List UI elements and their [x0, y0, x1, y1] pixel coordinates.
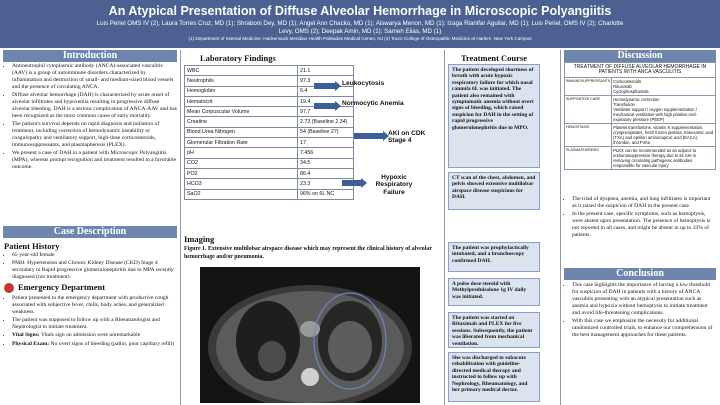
- treatment-table-key: IMMUNOSUPPRESSANTS: [565, 78, 612, 96]
- treatment-step: The patient developed shortness of breath with acute hypoxic respiratory failure for which nasal cannula 6L was initiated. The patient also remained with symptomatic anemia without overt signs of bleeding, which raised suspicion for DAH in the setting of rapid progressive glomerulonephritis due to MPO.: [448, 64, 540, 168]
- lab-name: Mean Corpuscular Volume: [185, 107, 298, 117]
- treatment-table-key: HEMOSTASIS: [565, 124, 612, 147]
- treatment-table-value: Corticosteroids Rituximab Cyclophosphamide: [612, 78, 716, 96]
- imaging-caption: Figure 1. Extensive multilobar airspace disease which may represent the clinical history of alveolar hemorrhage and/or pneumonia.: [184, 246, 432, 260]
- hypoxic-respiratory-failure-callout: Hypoxic Respiratory Failure: [375, 174, 413, 196]
- chest-ct-image: [200, 267, 420, 403]
- treatment-table-key: PLASMAPHERESIS: [565, 147, 612, 170]
- aki-ckd-callout: AKI on CDK Stage 4: [388, 130, 426, 145]
- lab-value: 97.7: [298, 107, 354, 117]
- case-description-body: [4, 240, 177, 349]
- lab-row: [185, 66, 354, 76]
- lab-row: [185, 189, 354, 199]
- conclusion-bullet: • With this case we emphasize the necessity for additional randomized controlled trials, to enhance our comprehension of the best management approaches for these patients.: [572, 318, 716, 339]
- discussion-bullet: • In the present case, specific symptoms, such as hemoptysis, were absent upon presentation. The presence of hemoptysis is not reported in all cases, and might be absent in up to 33% of patients.: [572, 211, 716, 239]
- ct-scan-drawing: [200, 267, 420, 403]
- treatment-table-value: PLEX can be recommended as an adjunct to immunosuppressive therapy due to its role in removing circulating pathogenic antibodies responsible for vascular injury: [612, 147, 716, 170]
- leukocytosis-callout: Leukocytosis: [342, 80, 385, 87]
- lab-value: 21.1: [298, 66, 354, 76]
- imaging-heading: Imaging: [184, 234, 215, 244]
- column-divider: [180, 50, 181, 405]
- emergency-department-heading: Emergency Department: [4, 283, 177, 293]
- history-bullet: • 65-year-old female: [12, 252, 177, 259]
- intro-bullet: • Antineutrophil cytoplasmic antibody (ANCA)-associated vasculitis (AAV) is a group of autoimmune disorders characterized by inflammation and destruction of small- and medium-sized blood vessels and the presence of circulating ANCA.: [12, 63, 177, 91]
- lab-name: HCO3: [185, 179, 298, 189]
- conclusion-banner: Conclusion: [564, 268, 716, 280]
- lab-name: Hematocrit: [185, 96, 298, 106]
- lab-value: 23.3: [298, 179, 354, 189]
- lab-row: [185, 158, 354, 168]
- treatment-table-value: Platelet transfusions, vitamin K supplementation, cryoprecipitates, fresh frozen plasma, tranexamic acid (TXA) and epsilon aminocaproic acid (EACA), thrombin, and FVIIa: [612, 124, 716, 147]
- treatment-step: She was discharged to subacute rehabilitation with guideline-directed medical therapy and instructed to follow up with Nephrology, Rheumatology, and her primary medical doctor.: [448, 352, 540, 402]
- treatment-table-key: SUPPORTIVE CARE: [565, 96, 612, 124]
- lab-value: 34.5: [298, 158, 354, 168]
- treatment-step: CT scan of the chest, abdomen, and pelvis showed extensive multilobar airspace disease suspicious for DAH.: [448, 172, 540, 210]
- treatment-table-title: TREATMENT OF DIFFUSE ALVEOLAR HEMORRHAGE IN PATIENTS WITH ANCA VASCULITIS: [565, 63, 716, 78]
- lab-row: [185, 168, 354, 178]
- discussion-banner: Discussion: [564, 50, 716, 62]
- ed-bullet: • Patient presented to the emergency department with productive cough associated with subjective fever, chills, body aches, and generalized weakness.: [12, 295, 177, 316]
- laboratory-findings-heading: Laboratory Findings: [200, 53, 276, 63]
- lab-row: [185, 138, 354, 148]
- poster-title: An Atypical Presentation of Diffuse Alveolar Hemorrhage in Microscopic Polyangiitis: [108, 4, 612, 18]
- lab-name: Glomerular Filtration Rate: [185, 138, 298, 148]
- lab-row: [185, 148, 354, 158]
- treatment-step: The patient was started on Rituximab and PLEX for five sessions. Subsequently, the patient was liberated from mechanical ventilation.: [448, 312, 540, 348]
- lab-row: [185, 127, 354, 137]
- treatment-step: The patient was prophylactically intubated, and a bronchoscopy confirmed DAH.: [448, 242, 540, 272]
- lab-row: [185, 117, 354, 127]
- callout-arrow: [314, 103, 336, 109]
- author-list: Luis Periel OMS IV (2), Laura Torres Cruz, MD (1); Shraboni Dey, MD (1); Angel Ann Chacko, MD (1); Aiswarya Menon, MD (1); Izaga Rianifar Aguilar, MD (1); Luis Periel, OMS IV (2); Charlotte Levy, OMS (2); Deepak Amin, MD (1); Sameh Elias, MD (1): [96, 20, 624, 35]
- poster-header: [0, 0, 720, 48]
- lab-value: 7.456: [298, 148, 354, 158]
- case-description-banner: Case Description: [3, 226, 177, 238]
- ambulance-icon: [4, 283, 14, 293]
- lab-value: 19.4: [298, 96, 354, 106]
- lab-name: PO2: [185, 168, 298, 178]
- lab-value: 96% on 6L NC: [298, 189, 354, 199]
- ed-bullet: • Physical Exam: No overt signs of bleeding (pallor, poor capillary refill): [12, 341, 177, 348]
- lab-value: 17: [298, 138, 354, 148]
- intro-bullet: • Diffuse alveolar hemorrhage (DAH) is characterized by acute onset of alveolar infiltrates and hypoxemia resulting in progressive diffuse alveolar bleeding. DAH is a serious complication of ANCA-AAV and has been recognized as the most common cause of early mortality.: [12, 92, 177, 120]
- lab-value: 6.4: [298, 86, 354, 96]
- intro-bullet: • The patient's survival depends on rapid diagnosis and initiation of treatment, including correction of hemodynamic instability or coagulopathy and ventilatory support, high-dose corticosteroids, immunosuppressants, and plasmapheresis (PLEX).: [12, 121, 177, 149]
- ed-bullet: • Vital Signs: Vitals sign on admission were unremarkable: [12, 332, 177, 339]
- conclusion-body: [564, 282, 716, 340]
- lab-value: 54 (Baseline 27): [298, 127, 354, 137]
- ed-bullet: • The patient was supposed to follow up with a Rheumatologist and Nephrologist to initiate treatment.: [12, 317, 177, 331]
- intro-bullet: • We present a case of DAH in a patient with Microscopic Polyangiitis (MPA), whereas prompt recognition and treatment resulted in a favorable outcome.: [12, 150, 177, 171]
- lab-name: CO2: [185, 158, 298, 168]
- treatment-summary-table: [564, 62, 716, 170]
- lab-name: WBC: [185, 66, 298, 76]
- callout-arrow: [342, 180, 362, 186]
- treatment-course-heading: Treatment Course: [460, 53, 528, 63]
- lab-value: 86.4: [298, 168, 354, 178]
- conclusion-bullet: • This case highlights the importance of having a low threshold for suspicion of DAH in patients with a history of ANCA vasculitis presenting with an atypical presentation such as anemia and hypoxia without hemoptysis to initiate treatment and avoid life-threatening complications.: [572, 282, 716, 317]
- lab-name: Neutrophils: [185, 76, 298, 86]
- affiliations: (1) Department of Internal Medicine, Hackensack Meridian Health Palisades Medical Center, NJ (2) Touro College of Osteopathic Medicine at Harlem, New York Campus: [188, 36, 532, 41]
- lab-row: [185, 179, 354, 189]
- lab-name: SaO2: [185, 189, 298, 199]
- lab-value: 97.3: [298, 76, 354, 86]
- normocytic-anemia-callout: Normocytic Anemia: [342, 100, 404, 107]
- discussion-body: [564, 196, 716, 240]
- lab-value: 2.73 (Baseline 2.34): [298, 117, 354, 127]
- discussion-bullet: • The triad of dyspnea, anemia, and lung infiltrates is important as it raised the suspicion of DAH in the present case.: [572, 196, 716, 210]
- column-divider: [560, 50, 561, 405]
- history-bullet: • PMH: Hypertension and Chronic Kidney Disease (CKD) Stage 4 secondary to Rapid progressive glomerulonephritis due to MPA recently diagnosed (not treatment).: [12, 260, 177, 281]
- callout-arrow: [314, 83, 336, 89]
- introduction-banner: Introduction: [3, 50, 177, 62]
- introduction-body: [4, 63, 177, 172]
- lab-name: Hemoglobin: [185, 86, 298, 96]
- column-divider: [444, 50, 445, 405]
- lab-name: Creatine: [185, 117, 298, 127]
- treatment-step: A pulse dose steroid with Methylprednisolone 1g IV daily was initiated.: [448, 278, 540, 306]
- lab-name: pH: [185, 148, 298, 158]
- patient-history-heading: Patient History: [4, 241, 60, 251]
- treatment-table-value: Hemodynamic correction Transfusion Ventilator support / oxygen supplementation / mechanical ventilation with high positive end-expiratory pressure (PEEP): [612, 96, 716, 124]
- lab-name: Blood Urea Nitrogen: [185, 127, 298, 137]
- callout-arrow: [354, 133, 384, 139]
